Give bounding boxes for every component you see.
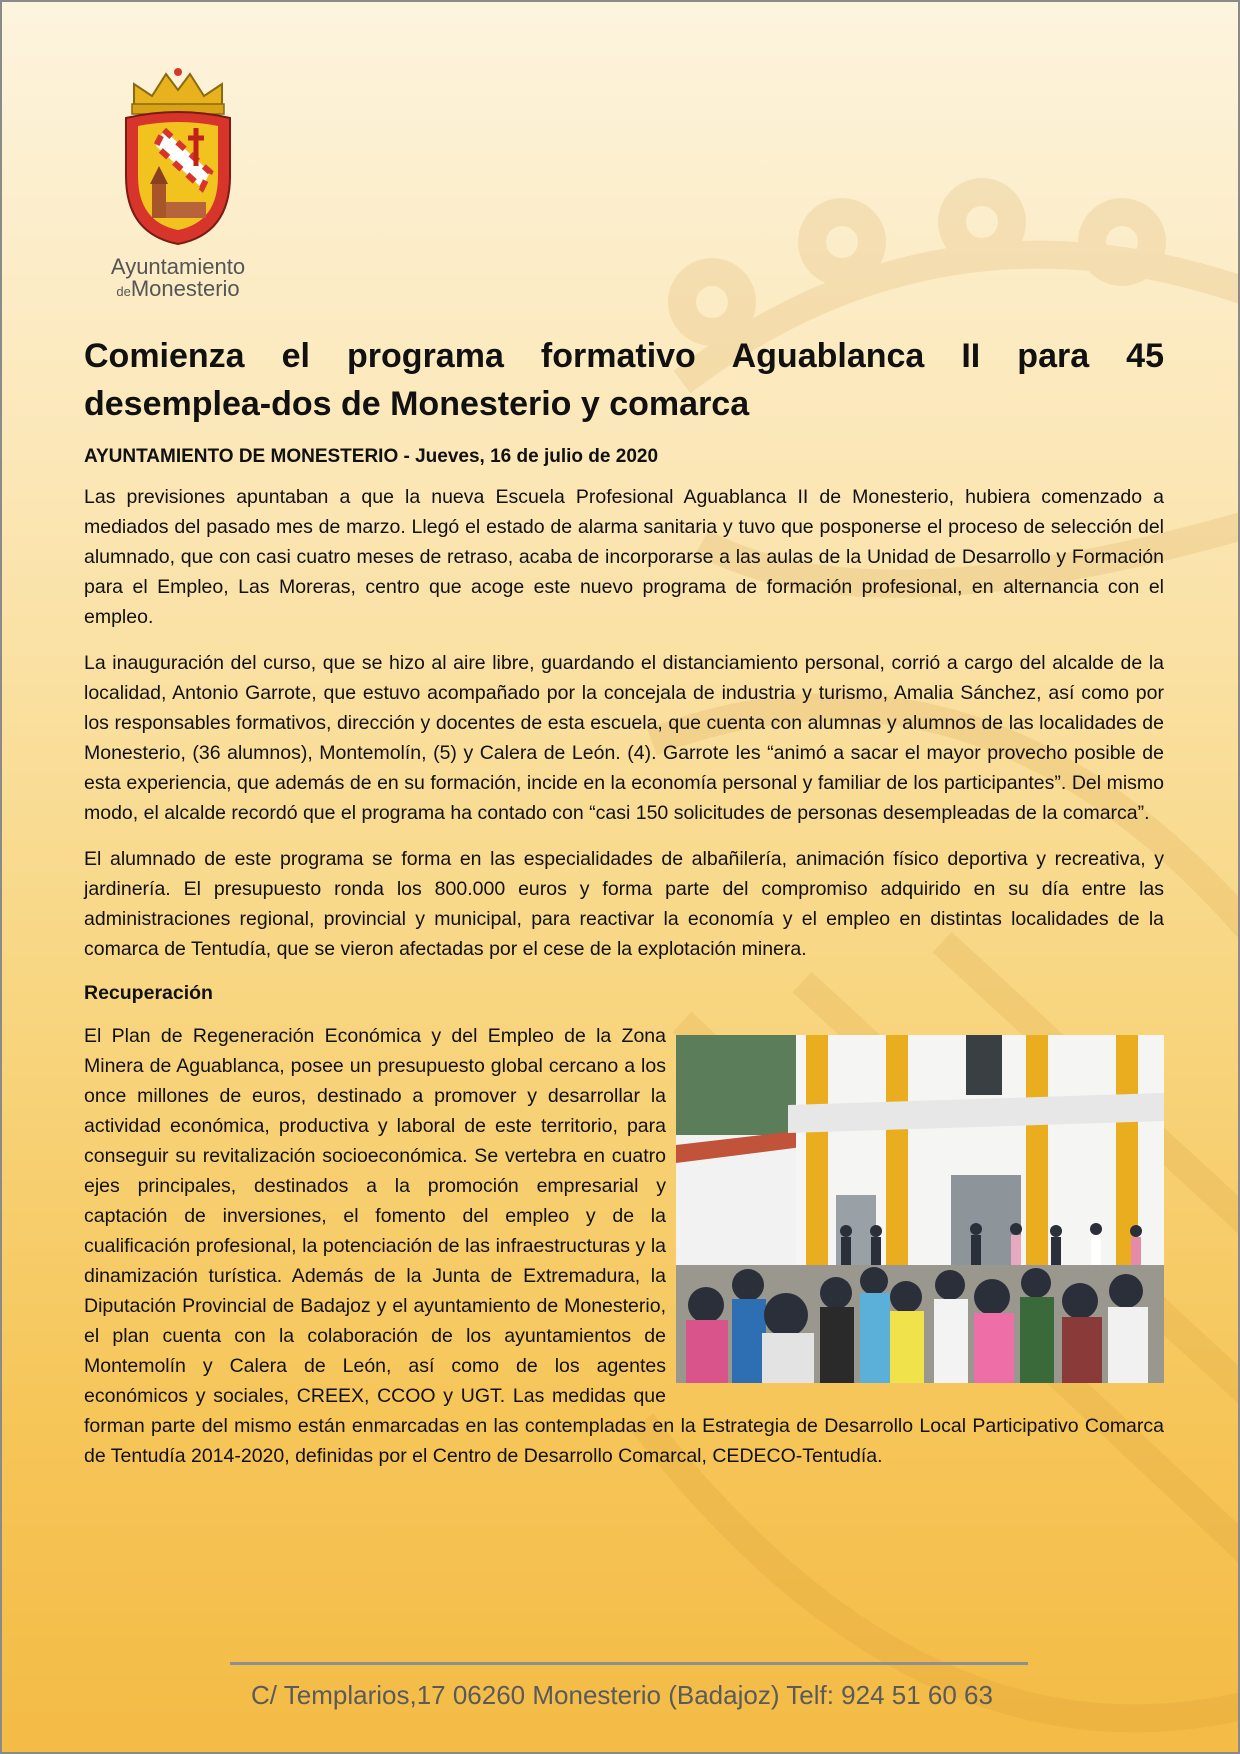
paragraph-2: La inauguración del curso, que se hizo al aire libre, guardando el distanciamiento personal, corrió a cargo del alcalde de la localidad, Antonio Garrote, que estuvo acompañado por la concejala de industria y turismo, Amalia Sánchez, así como por los responsables formativos, dirección y docentes de esta escuela, que cuenta con alumnas y alumnos de las localidades de Monesterio, (36 alumnos), Montemolín, (5) y Calera de León. (4). Garrote les “animó a sacar el mayor provecho posible de esta experiencia, que además de en su formación, incide en la economía personal y familiar de los participantes”. Del mismo modo, el alcalde recordó que el programa ha contado con “casi 150 solicitudes de personas desempleadas de la comarca”.: [84, 652, 1164, 824]
logo-prefix: de: [116, 284, 131, 299]
footer-address: C/ Templarios,17 06260 Monesterio (Badajoz) Telf: 924 51 60 63: [251, 1680, 993, 1710]
group-photo-image: [676, 1035, 1164, 1383]
logo-town: Monesterio: [130, 276, 240, 301]
paragraph-1: Las previsiones apuntaban a que la nueva Escuela Profesional Aguablanca II de Monesterio, hubiera comenzado a mediados del pasado mes de marzo. Llegó el estado de alarma sanitaria y tuvo que posponerse el proceso de selección del alumnado, que con casi cuatro meses de retraso, acaba de incorporarse a las aulas de la Unidad de Desarrollo y Formación para el Empleo, Las Moreras, centro que acoge este nuevo programa de formación profesional, en alternancia con el empleo.: [84, 486, 1164, 628]
article-byline: AYUNTAMIENTO DE MONESTERIO - Jueves, 16 de julio de 2020: [84, 446, 659, 467]
section-heading: Recuperación: [84, 982, 213, 1004]
article: [84, 332, 1164, 1487]
logo-line-1: Ayuntamiento: [110, 254, 246, 279]
logo-line-2: [98, 278, 258, 300]
article-title: Comienza el programa formativo Aguablanca II para 45 desemplea-dos de Monesterio y comarca: [84, 337, 1164, 423]
coat-of-arms-icon: [112, 66, 244, 248]
article-photo: [676, 1035, 1164, 1383]
logo-caption: [98, 256, 258, 300]
footer-divider: [230, 1662, 1028, 1665]
municipality-logo: [98, 66, 258, 300]
paragraph-3: El alumnado de este programa se forma en las especialidades de albañilería, animación físico deportiva y recreativa, y jardinería. El presupuesto ronda los 800.000 euros y forma parte del compromiso adquirido en su día entre las administraciones regional, provincial y municipal, para reactivar la economía y el empleo en distintas localidades de la comarca de Tentudía, que se vieron afectadas por el cese de la explotación minera.: [84, 848, 1164, 960]
section-paragraph: El Plan de Regeneración Económica y del Empleo de la Zona Minera de Aguablanca, posee un presupuesto global cercano a los once millones de euros, destinado a promover y desarrollar la actividad económica, productiva y laboral de este territorio, para conseguir su revitalización socioeconómica. Se vertebra en cuatro ejes principales, destinados a la promoción empresarial y captación de inversiones, el fomento del empleo y de la cualificación profesional, la potenciación de las infraestructuras y la dinamización turística. Además de la Junta de Extremadura, la Diputación Provincial de Badajoz y el ayuntamiento de Monesterio, el plan cuenta con la colaboración de los ayuntamientos de Montemolín y Calera de León, así como de los agentes económicos y sociales, CREEX, CCOO y UGT. Las medidas que forman parte del mismo están enmarcadas en las contempladas en la Estrategia de Desarrollo Local Participativo Comarca de Tentudía 2014-2020, definidas por el Centro de Desarrollo Comarcal, CEDECO-Tentudía.: [84, 1025, 1164, 1467]
